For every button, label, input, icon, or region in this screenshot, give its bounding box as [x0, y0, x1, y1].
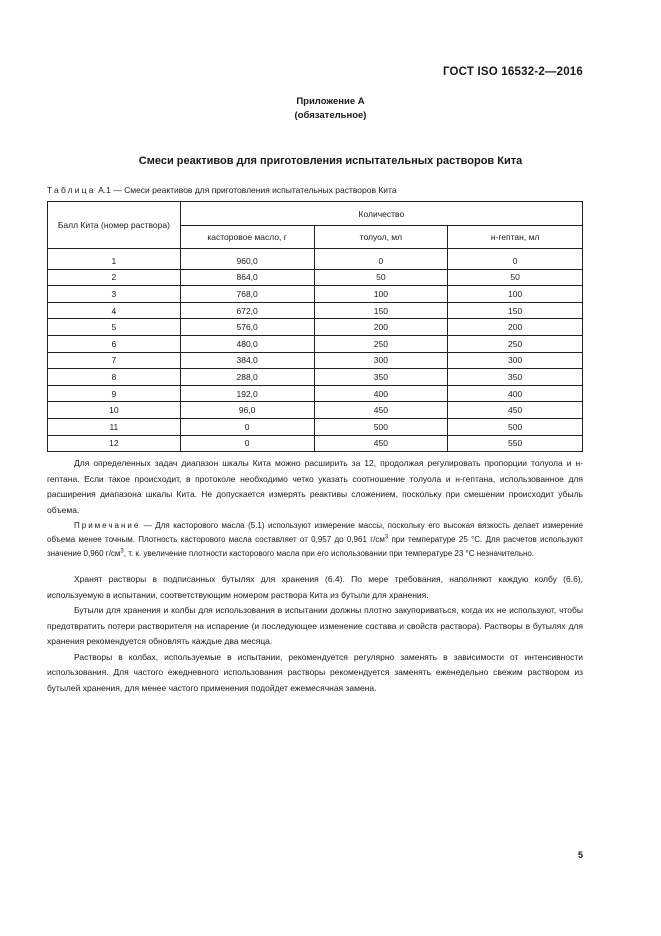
note-part1: — Для касторового масла (5.1) используют измерение массы, поскольку его высокая вязкость делает измерение объема менее точным. Плотность касторового масла составляет от 0,957 до 0,961 г/см: [47, 521, 583, 544]
table-caption-number: А.1: [95, 185, 111, 195]
cell-kit-score: 2: [48, 269, 181, 286]
header-castor-oil: касторовое масло, г: [180, 226, 314, 249]
header-quantity: Количество: [180, 202, 582, 226]
cell-toluene: 400: [314, 385, 448, 402]
note-sup1: 3: [384, 534, 389, 541]
cell-toluene: 100: [314, 286, 448, 303]
body-paragraph-range: [47, 456, 583, 518]
table-row: [48, 335, 583, 352]
cell-heptane: 500: [448, 418, 583, 435]
cell-kit-score: 4: [48, 302, 181, 319]
cell-castor-oil: 96,0: [180, 402, 314, 419]
table-row: [48, 352, 583, 369]
annex-status: (обязательное): [294, 110, 367, 121]
cell-kit-score: 10: [48, 402, 181, 419]
page-number: 5: [577, 850, 583, 860]
cell-heptane: 350: [448, 369, 583, 386]
reagent-mix-table: [47, 201, 583, 452]
cell-kit-score: 12: [48, 435, 181, 452]
cell-toluene: 0: [314, 249, 448, 270]
table-row: [48, 402, 583, 419]
note-part2: при температуре 25 °С. Для расчетов используют значение 0,960 г/см: [47, 535, 583, 558]
cell-heptane: 0: [448, 249, 583, 270]
table-row: [48, 302, 583, 319]
header-heptane: н-гептан, мл: [448, 226, 583, 249]
cell-kit-score: 8: [48, 369, 181, 386]
cell-heptane: 150: [448, 302, 583, 319]
cell-castor-oil: 288,0: [180, 369, 314, 386]
cell-toluene: 200: [314, 319, 448, 336]
note-sup2: 3: [120, 548, 124, 555]
annex-heading: [0, 95, 661, 123]
cell-heptane: 550: [448, 435, 583, 452]
annex-title: Приложение А: [296, 96, 365, 107]
table-caption-text: — Смеси реактивов для приготовления испытательных растворов Кита: [110, 185, 397, 195]
cell-heptane: 200: [448, 319, 583, 336]
cell-kit-score: 6: [48, 335, 181, 352]
cell-castor-oil: 0: [180, 418, 314, 435]
table-row: [48, 319, 583, 336]
table-row: [48, 369, 583, 386]
note-paragraph: [47, 519, 583, 561]
cell-kit-score: 11: [48, 418, 181, 435]
header-kit-score: Балл Кита (номер раствора): [48, 202, 181, 249]
cell-castor-oil: 576,0: [180, 319, 314, 336]
cell-castor-oil: 480,0: [180, 335, 314, 352]
table-row: [48, 435, 583, 452]
note-block: [47, 519, 583, 561]
table-row: [48, 385, 583, 402]
table-row: [48, 286, 583, 303]
cell-kit-score: 3: [48, 286, 181, 303]
cell-castor-oil: 192,0: [180, 385, 314, 402]
cell-kit-score: 5: [48, 319, 181, 336]
standard-header: ГОСТ ISO 16532-2—2016: [442, 66, 583, 78]
cell-toluene: 150: [314, 302, 448, 319]
body-paragraphs: [47, 572, 583, 696]
note-part3: , т. к. увеличение плотности касторового масла при его использовании при температуре 23 °С незначительно.: [123, 549, 535, 558]
note-label: Примечание: [74, 521, 141, 530]
cell-toluene: 450: [314, 402, 448, 419]
cell-kit-score: 7: [48, 352, 181, 369]
cell-castor-oil: 960,0: [180, 249, 314, 270]
section-title: Смеси реактивов для приготовления испытательных растворов Кита: [138, 155, 523, 167]
table-row: [48, 269, 583, 286]
cell-toluene: 50: [314, 269, 448, 286]
cell-toluene: 300: [314, 352, 448, 369]
cell-castor-oil: 864,0: [180, 269, 314, 286]
cell-kit-score: 9: [48, 385, 181, 402]
paragraph-replacement: Растворы в колбах, используемые в испытании, рекомендуется регулярно заменять в зависимости от интенсивности использования. Для частого ежедневного использования растворы рекомендуется заменять еженедельно свежим раствором из бутылей хранения, для менее частого применения подойдет ежемесячная замена.: [47, 651, 583, 693]
table-row: [48, 249, 583, 270]
cell-heptane: 450: [448, 402, 583, 419]
cell-toluene: 500: [314, 418, 448, 435]
cell-heptane: 400: [448, 385, 583, 402]
table-caption: [47, 185, 397, 195]
cell-toluene: 250: [314, 335, 448, 352]
table-row: [48, 418, 583, 435]
cell-castor-oil: 768,0: [180, 286, 314, 303]
table-caption-label: Таблица: [47, 185, 96, 195]
paragraph-range-extension: Для определенных задач диапазон шкалы Кита можно расширить за 12, продолжая регулировать пропорции толуола и н-гептана. Если такое происходит, в протоколе необходимо четко указать соотношение толуола и н-гептана, использованное для расширения диапазона шкалы Кита. Не допускается измерять реактивы сложением, поскольку при смешении происходит убыль объема.: [47, 458, 583, 515]
paragraph-sealing: Бутыли для хранения и колбы для использования в испытании должны плотно закупориваться, когда их не используют, чтобы предотвратить потери растворителя на испарение (и последующее изменение состава и свойств раствора). Растворы в бутылях для хранения рекомендуется обновлять каждые два месяца.: [47, 605, 583, 646]
cell-kit-score: 1: [48, 249, 181, 270]
cell-castor-oil: 0: [180, 435, 314, 452]
cell-toluene: 450: [314, 435, 448, 452]
cell-heptane: 250: [448, 335, 583, 352]
cell-castor-oil: 384,0: [180, 352, 314, 369]
paragraph-storage: Хранят растворы в подписанных бутылях для хранения (6.4). По мере требования, наполняют каждую колбу (6.6), используемую в испытании, соответствующим номером раствора Кита из бутыли для хранения.: [47, 574, 583, 600]
cell-heptane: 100: [448, 286, 583, 303]
cell-castor-oil: 672,0: [180, 302, 314, 319]
cell-toluene: 350: [314, 369, 448, 386]
cell-heptane: 50: [448, 269, 583, 286]
header-toluene: толуол, мл: [314, 226, 448, 249]
cell-heptane: 300: [448, 352, 583, 369]
